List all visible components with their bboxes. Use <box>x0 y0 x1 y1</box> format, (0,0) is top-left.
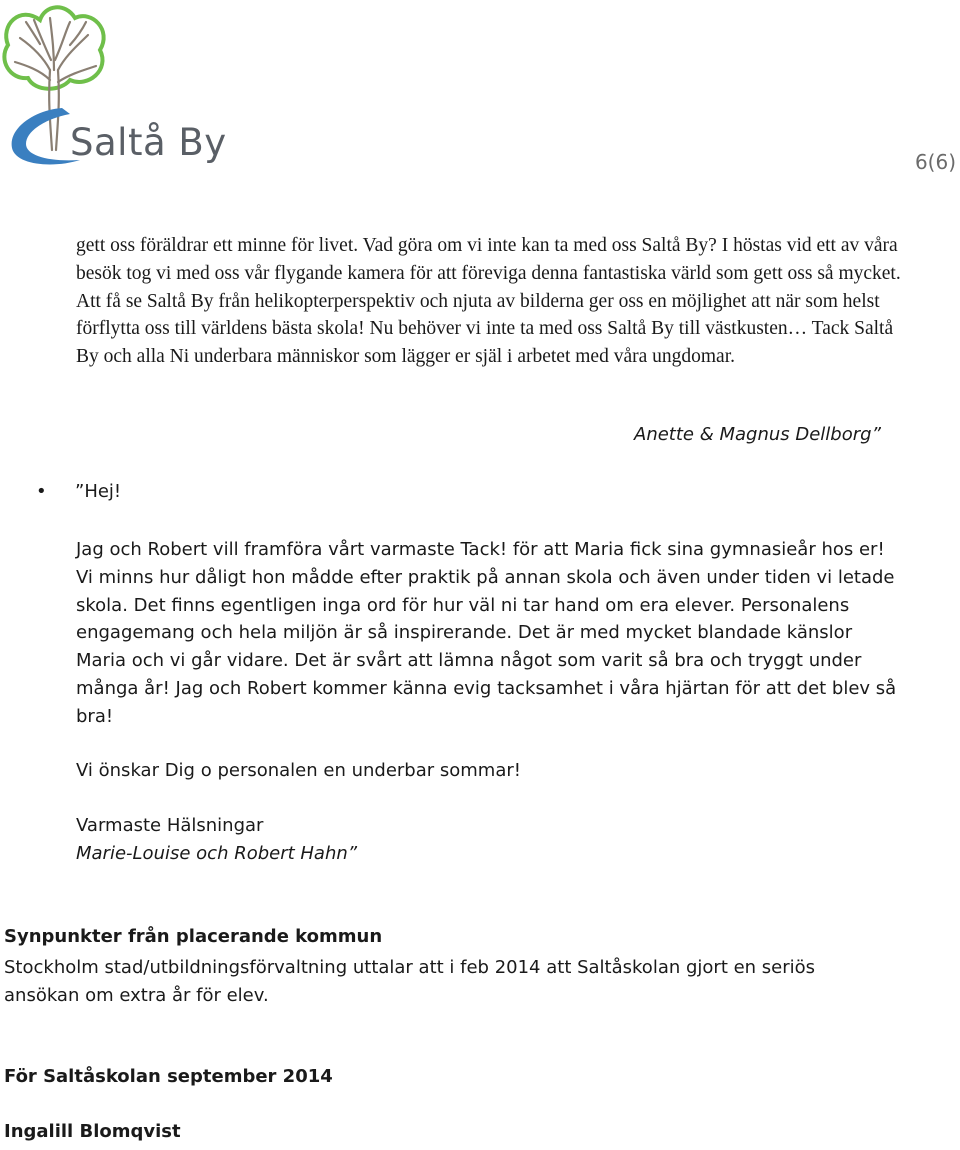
letter2-signature: Marie-Louise och Robert Hahn” <box>76 843 358 864</box>
letter2-wish: Vi önskar Dig o personalen en underbar sommar! <box>76 760 521 781</box>
footer-org-line: För Saltåskolan september 2014 <box>4 1066 333 1087</box>
footer-name: Ingalill Blomqvist <box>4 1121 181 1142</box>
salta-by-logo <box>0 0 230 175</box>
municipality-heading: Synpunkter från placerande kommun <box>4 926 383 947</box>
letter2-closing: Varmaste Hälsningar <box>76 815 264 836</box>
bullet-point: • <box>36 481 47 502</box>
municipality-text: Stockholm stad/utbildningsförvaltning uttalar att i feb 2014 att Saltåskolan gjort en seriös ansökan om extra år för elev. <box>4 957 816 1006</box>
page-number: 6(6) <box>914 150 956 174</box>
letter1-paragraph: gett oss föräldrar ett minne för livet. Vad göra om vi inte kan ta med oss Saltå By? I höstas vid ett av våra besök tog vi med oss vår flygande kamera för att föreviga denna fantastiska värld som gett oss så mycket. Att få se Saltå By från helikopterperspektiv och njuta av bilderna ger oss en möjlighet att när som helst förflytta oss till världens bästa skola! Nu behöver vi inte ta med oss Saltå By till västkusten… Tack Saltå By och alla Ni underbara människor som lägger er själ i arbetet med våra ungdomar. <box>76 235 901 368</box>
logo-wordmark: Saltå By <box>70 121 227 164</box>
letter2-paragraph: Jag och Robert vill framföra vårt varmaste Tack! för att Maria fick sina gymnasieår hos er! Vi minns hur dåligt hon mådde efter praktik på annan skola och även under tiden vi letade skola. Det finns egentligen inga ord för hur väl ni tar hand om era elever. Personalens engagemang och hela miljön är så inspirerande. Det är med mycket blandade känslor Maria och vi går vidare. Det är svårt att lämna något som varit så bra och tryggt under många år! Jag och Robert kommer känna evig tacksamhet i våra hjärtan för att det blev så bra! <box>76 539 897 727</box>
letter1-signature: Anette & Magnus Dellborg” <box>634 424 881 445</box>
letter2-greeting: ”Hej! <box>75 481 122 502</box>
